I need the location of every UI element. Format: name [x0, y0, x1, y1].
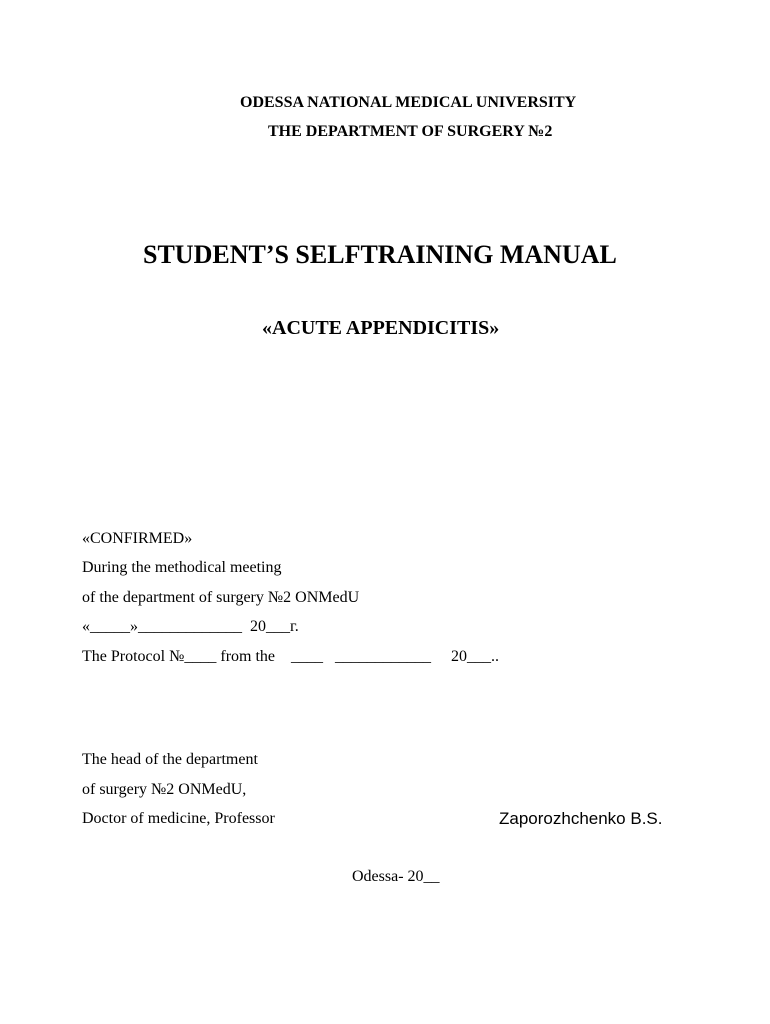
protocol-line: The Protocol №____ from the ____ ____________ 20___.. [82, 648, 500, 665]
degree-line: Doctor of medicine, Professor [82, 810, 275, 827]
manual-topic: «ACUTE APPENDICITIS» [262, 317, 500, 339]
confirmed-label: «CONFIRMED» [82, 530, 193, 547]
head-of-department-line: The head of the department [82, 751, 258, 768]
place-year: Odessa- 20__ [352, 868, 440, 885]
department-line: of the department of surgery №2 ONMedU [82, 589, 360, 606]
surgery-line: of surgery №2 ONMedU, [82, 781, 247, 798]
university-name: ODESSA NATIONAL MEDICAL UNIVERSITY [240, 94, 577, 111]
date-line: «_____»_____________ 20___г. [82, 618, 299, 635]
department-name: THE DEPARTMENT OF SURGERY №2 [268, 123, 553, 140]
manual-title: STUDENT’S SELFTRAINING MANUAL [143, 240, 617, 269]
meeting-line: During the methodical meeting [82, 559, 282, 576]
signatory-name: Zaporozhchenko B.S. [499, 809, 663, 828]
